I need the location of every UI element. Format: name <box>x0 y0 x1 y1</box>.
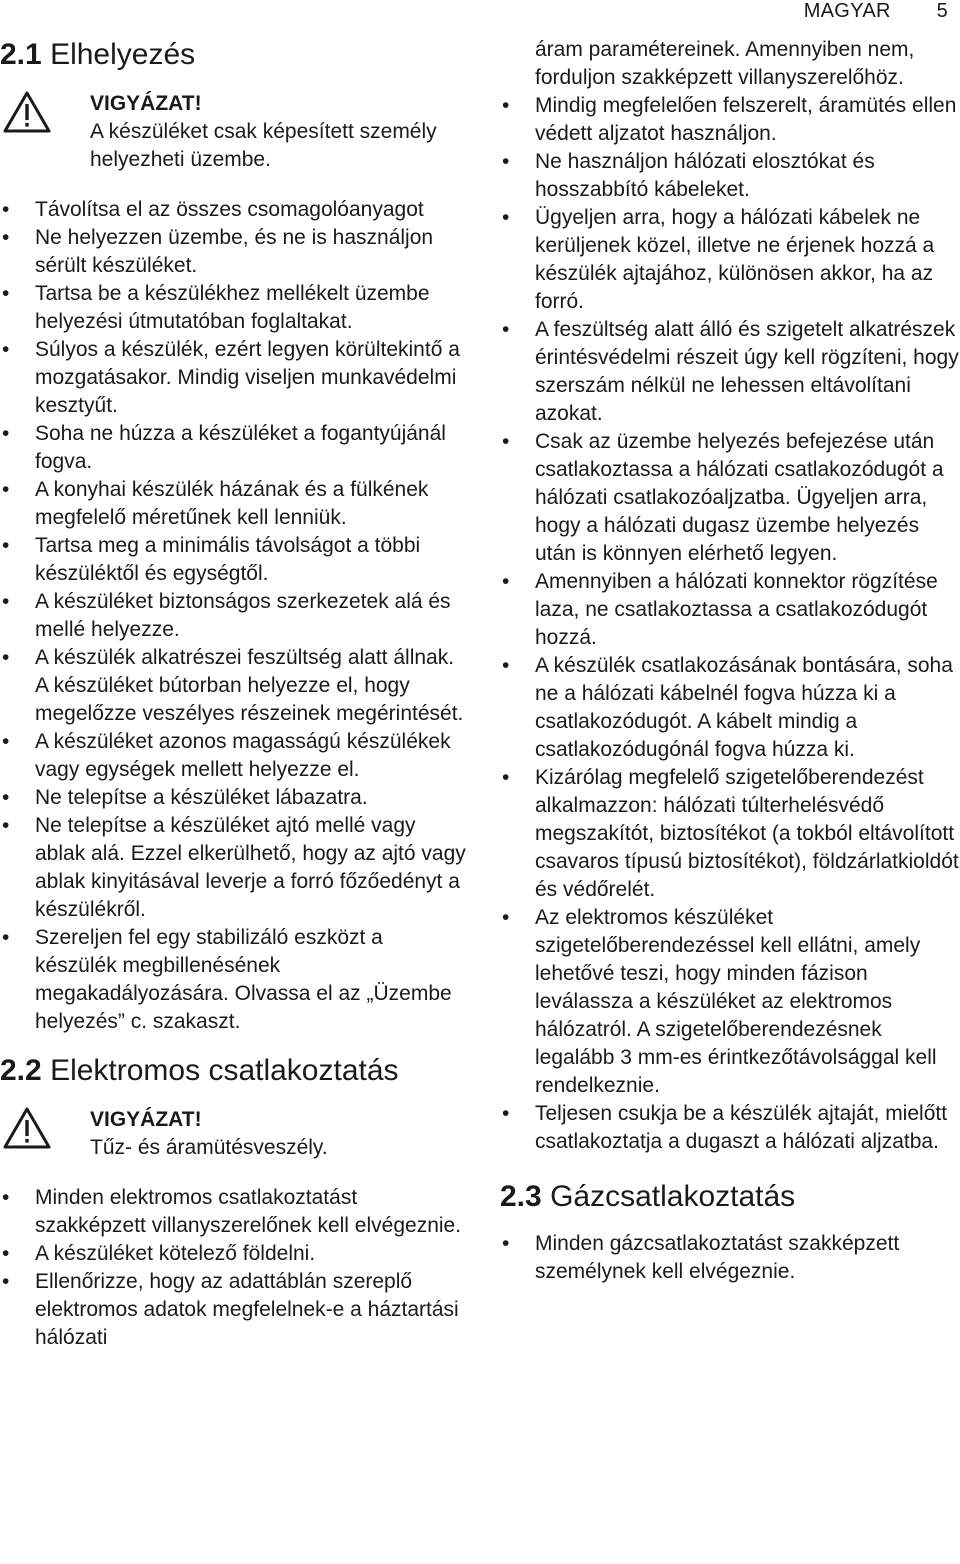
list-item-text: Teljesen csukja be a készülék ajtaját, mielőtt csatlakoztatja a dugaszt a hálózati aljzatba. <box>535 1102 948 1153</box>
left-column <box>0 36 470 1352</box>
bullet-icon: • <box>2 534 10 557</box>
list-item <box>0 588 470 644</box>
bullet-icon: • <box>502 906 510 929</box>
section-title: Gázcsatlakoztatás <box>550 1180 796 1213</box>
bullet-icon: • <box>2 1186 10 1209</box>
list-item <box>500 316 960 428</box>
bullet-icon: • <box>502 570 510 593</box>
bullet-icon: • <box>2 814 10 837</box>
warning-text: Tűz- és áramütésveszély. <box>90 1136 328 1159</box>
placement-list <box>0 196 470 1036</box>
bullet-icon: • <box>502 206 510 229</box>
list-item-text: Tartsa be a készülékhez mellékelt üzembe helyezési útmutatóban foglaltakat. <box>35 282 430 333</box>
list-item <box>500 904 960 1100</box>
bullet-icon: • <box>502 150 510 173</box>
list-item <box>0 336 470 420</box>
bullet-icon: • <box>2 590 10 613</box>
list-item <box>0 224 470 280</box>
bullet-icon: • <box>2 926 10 949</box>
list-item-text: Ne telepítse a készüléket ajtó mellé vagy ablak alá. Ezzel elkerülhető, hogy az ajtó vagy ablak kinyitásával leverje a forró főzőedényt a készülékről. <box>35 814 466 921</box>
list-item-text: Szereljen fel egy stabilizáló eszközt a készülék megbillenésének megakadályozására. Olvassa el az „Üzembe helyezés” c. szakaszt. <box>35 926 452 1033</box>
list-item-text: Mindig megfelelően felszerelt, áramütés ellen védett aljzatot használjon. <box>535 94 957 145</box>
list-item <box>0 420 470 476</box>
bullet-icon: • <box>2 282 10 305</box>
list-item <box>500 148 960 204</box>
list-item-text: A készülék alkatrészei feszültség alatt állnak. A készüléket bútorban helyezze el, hogy megelőzze veszélyes részeinek megérintését. <box>35 646 464 725</box>
bullet-icon: • <box>2 338 10 361</box>
warning-triangle-icon <box>2 1106 52 1150</box>
warning-title: VIGYÁZAT! <box>90 1108 202 1131</box>
list-item <box>0 644 470 728</box>
section-number: 2.1 <box>0 38 42 71</box>
list-item <box>0 728 470 784</box>
warning-box <box>0 1106 470 1162</box>
list-item <box>500 1230 960 1286</box>
list-item-text: A készüléket kötelező földelni. <box>35 1242 316 1265</box>
list-item-text: Súlyos a készülék, ezért legyen körültekintő a mozgatásakor. Mindig viseljen munkavédelmi kesztyűt. <box>35 338 460 417</box>
bullet-icon: • <box>2 422 10 445</box>
bullet-icon: • <box>502 318 510 341</box>
bullet-icon: • <box>502 1232 510 1255</box>
list-item-text: Ügyeljen arra, hogy a hálózati kábelek ne kerüljenek közel, illetve ne érjenek hozzá a készülék ajtajához, különösen akkor, ha az forró. <box>535 206 935 313</box>
list-item <box>0 1184 470 1240</box>
section-number: 2.2 <box>0 1054 42 1087</box>
list-item <box>0 1268 470 1352</box>
section-heading-placement <box>0 36 470 74</box>
section-number: 2.3 <box>500 1180 542 1213</box>
warning-title: VIGYÁZAT! <box>90 92 202 115</box>
page-number: 5 <box>936 0 948 22</box>
warning-triangle-icon <box>2 90 52 134</box>
list-item-text: Ellenőrizze, hogy az adattáblán szereplő elektromos adatok megfelelnek-e a háztartási hálózati <box>35 1270 459 1349</box>
section-heading-gas <box>500 1178 960 1216</box>
list-item-text: A konyhai készülék házának és a fülkének megfelelő méretűnek kell lenniük. <box>35 478 429 529</box>
list-item <box>500 1100 960 1156</box>
bullet-icon: • <box>2 478 10 501</box>
bullet-icon: • <box>502 654 510 677</box>
list-item-text: Minden gázcsatlakoztatást szakképzett személynek kell elvégeznie. <box>535 1232 900 1283</box>
list-item <box>0 812 470 924</box>
list-item <box>0 1240 470 1268</box>
list-item-text: Kizárólag megfelelő szigetelőberendezést alkalmazzon: hálózati túlterhelésvédő megszakítót, biztosítékot (a tokból eltávolított csavaros típusú biztosítékot), földzárlatkioldót és védőrelét. <box>535 766 959 901</box>
warning-text: A készüléket csak képesített személy helyezheti üzembe. <box>90 120 437 171</box>
bullet-icon: • <box>2 226 10 249</box>
list-item-text: Ne használjon hálózati elosztókat és hosszabbító kábeleket. <box>535 150 875 201</box>
list-item-text: Minden elektromos csatlakoztatást szakképzett villanyszerelőnek kell elvégeznie. <box>35 1186 462 1237</box>
list-item-text: A készülék csatlakozásának bontására, soha ne a hálózati kábelnél fogva húzza ki a csatlakozódugót. A kábelt mindig a csatlakozódugónál fogva húzza ki. <box>535 654 953 761</box>
section-heading-electrical <box>0 1052 470 1090</box>
bullet-icon: • <box>502 1102 510 1125</box>
list-item <box>0 476 470 532</box>
list-item-text: Csak az üzembe helyezés befejezése után csatlakoztassa a hálózati csatlakozódugót a hálózati csatlakozóaljzatba. Ügyeljen arra, hogy a hálózati dugasz üzembe helyezés után is könnyen elérhető legyen. <box>535 430 944 565</box>
continued-text: áram paramétereinek. Amennyiben nem, forduljon szakképzett villanyszerelőhöz. <box>535 38 915 89</box>
list-item <box>0 196 470 224</box>
electrical-list <box>0 1184 470 1352</box>
list-item-text: Ne helyezzen üzembe, és ne is használjon sérült készüléket. <box>35 226 434 277</box>
bullet-icon: • <box>2 198 10 221</box>
section-title: Elektromos csatlakoztatás <box>50 1054 399 1087</box>
right-column <box>500 36 960 1286</box>
bullet-icon: • <box>2 786 10 809</box>
list-item <box>0 924 470 1036</box>
page-header <box>804 0 948 22</box>
list-item <box>500 428 960 568</box>
language-label: MAGYAR <box>803 0 891 22</box>
bullet-icon: • <box>2 730 10 753</box>
list-item <box>500 764 960 904</box>
list-item-text: Amennyiben a hálózati konnektor rögzítése laza, ne csatlakoztassa a csatlakozódugót hozzá. <box>535 570 938 649</box>
list-item-text: Soha ne húzza a készüléket a fogantyújánál fogva. <box>35 422 446 473</box>
list-item-text: Távolítsa el az összes csomagolóanyagot <box>35 198 424 221</box>
list-item-text: A készüléket azonos magasságú készülékek vagy egységek mellett helyezze el. <box>35 730 451 781</box>
warning-box <box>0 90 470 174</box>
list-item <box>500 92 960 148</box>
list-item-text: Tartsa meg a minimális távolságot a többi készüléktől és egységtől. <box>35 534 421 585</box>
bullet-icon: • <box>502 766 510 789</box>
list-item <box>500 568 960 652</box>
electrical-list-continued <box>500 92 960 1156</box>
bullet-icon: • <box>2 646 10 669</box>
bullet-icon: • <box>2 1242 10 1265</box>
list-item <box>500 204 960 316</box>
gas-list <box>500 1230 960 1286</box>
list-item <box>0 532 470 588</box>
list-item <box>0 784 470 812</box>
list-item <box>500 652 960 764</box>
list-item-text: Ne telepítse a készüléket lábazatra. <box>35 786 368 809</box>
list-item <box>0 280 470 336</box>
section-title: Elhelyezés <box>50 38 196 71</box>
list-item-text: Az elektromos készüléket szigetelőberendezéssel kell ellátni, amely lehetővé teszi, hogy minden fázison leválassza a készüléket az elektromos hálózatról. A szigetelőberendezésnek legalább 3 mm-es érintkezőtávolsággal kell rendelkeznie. <box>535 906 937 1097</box>
bullet-icon: • <box>2 1270 10 1293</box>
list-item-text: A feszültség alatt álló és szigetelt alkatrészek érintésvédelmi részeit úgy kell rögzíteni, hogy szerszám nélkül ne lehessen eltávolítani azokat. <box>535 318 959 425</box>
list-item-text: A készüléket biztonságos szerkezetek alá és mellé helyezze. <box>35 590 451 641</box>
bullet-icon: • <box>502 430 510 453</box>
bullet-icon: • <box>502 94 510 117</box>
